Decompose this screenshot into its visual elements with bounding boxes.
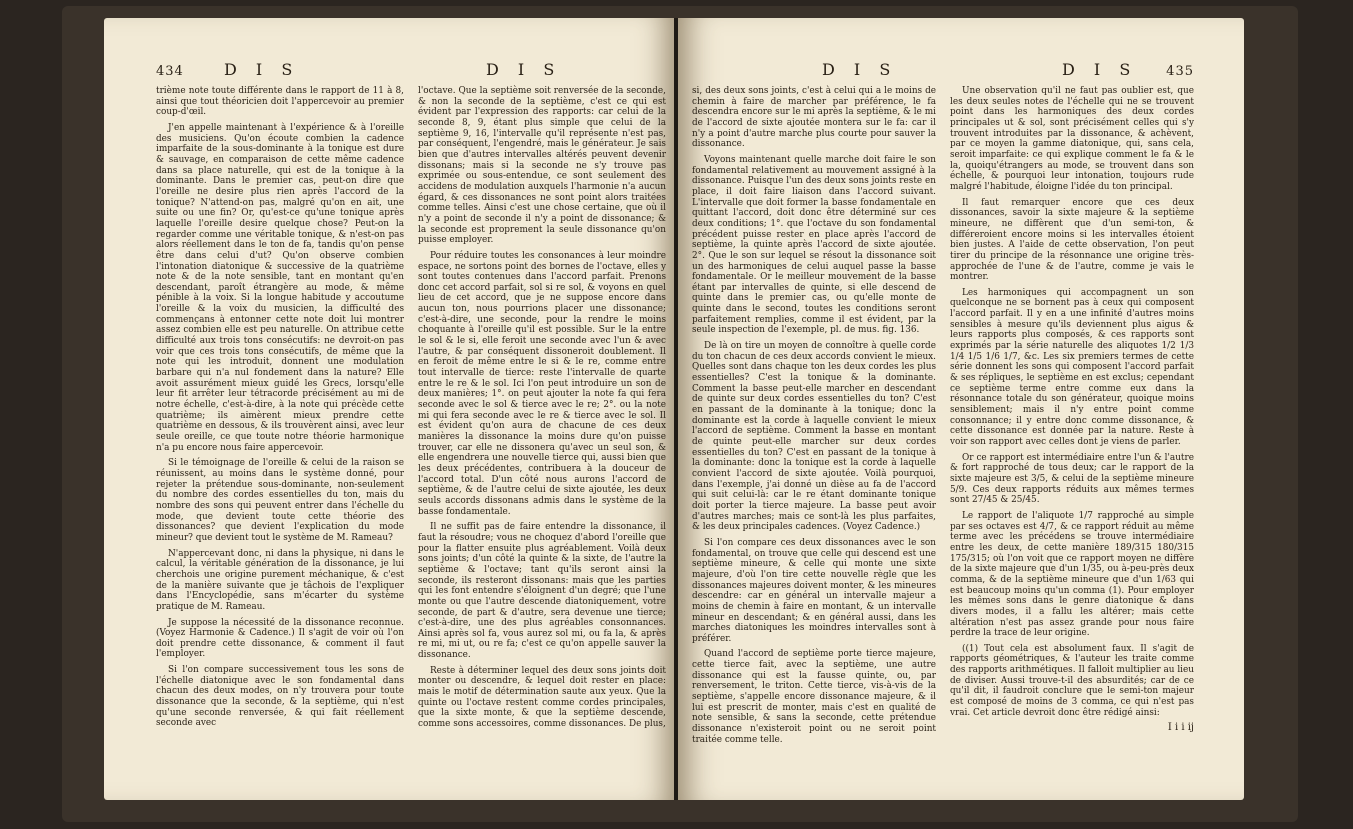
paragraph: trième note toute différente dans le rapport de 11 à 8, ainsi que tout théoricien doit l'appercevoir au premier coup-d'œil.	[156, 86, 404, 118]
paragraph: J'en appelle maintenant à l'expérience & à l'oreille des musiciens. Qu'on écoute combien la cadence imparfaite de la sous-dominante à la tonique est dure & sauvage, en comparaison de cette même cadence dans sa place naturelle, qui est de la tonique à la dominante. Dans le premier cas, peut-on dire que l'oreille ne desire plus rien après l'accord de la tonique? N'attend-on pas, malgré qu'on en ait, une suite ou une fin? Or, qu'est-ce qu'une tonique après laquelle l'oreille desire quelque chose? Peut-on la regarder comme une véritable tonique, & n'est-on pas alors réellement dans le ton de fa, tandis qu'on pense être dans celui d'ut? Qu'on observe combien l'intonation diatonique & successive de la quatrième note & de la note sensible, tant en montant qu'en descendant, paroît étrangère au mode, & même pénible à la voix. Si la longue habitude y accoutume l'oreille & la voix du musicien, la difficulté des commençans à entonner cette note doit lui montrer assez combien elle est peu naturelle. On attribue cette difficulté aux trois tons consécutifs: ne devroit-on pas voir que ces trois tons consécutifs, de même que la note qui les introduit, donnent une modulation barbare qui n'a nul fondement dans la nature? Elle avoit assurément mieux guidé les Grecs, lorsqu'elle leur fit arrêter leur tétracorde précisément au mi de notre échelle, c'est-à-dire, à la note qui précède cette quatrième; ils aimèrent mieux prendre cette quatrième en dessous, & ils trouvèrent ainsi, avec leur seule oreille, ce que toute notre théorie harmonique n'a pu encore nous faire appercevoir.	[156, 122, 404, 453]
running-head: D I S	[224, 60, 300, 79]
paragraph: De là on tire un moyen de connoître à quelle corde du ton chacun de ces deux accords convient le mieux. Quelles sont dans chaque ton les deux cordes les plus essentielles? C'est la tonique & la dominante. Comment la basse peut-elle marcher en descendant de quinte sur deux cordes essentielles du ton? C'est en passant de la dominante à la tonique; donc la dominante est la corde à laquelle convient le mieux l'accord de septième. Comment la basse en montant de quinte peut-elle marcher sur deux cordes essentielles du ton? C'est en passant de la tonique à la dominante: donc la tonique est la corde à laquelle convient l'accord de sixte ajoutée. Voilà pourquoi, dans l'exemple, j'ai donné un dièse au fa de l'accord qui suit celui-là: car le re étant dominante tonique doit porter la tierce majeure. La basse peut avoir d'autres marches; mais ce sont-là les plus parfaites, & les deux principales cadences. (Voyez Cadence.)	[692, 341, 936, 533]
paragraph: Il faut remarquer encore que ces deux dissonances, savoir la sixte majeure & la septième mineure, ne diffèrent que d'un semi-ton, & différeroient encore moins si les intervalles étoient bien justes. A l'aide de cette observation, l'on peut tirer du principe de la résonnance une origine très-approchée de l'une & de l'autre, comme je vais le montrer.	[950, 197, 1194, 283]
paragraph: l'octave. Que la septième soit renversée de la seconde, & non la seconde de la septième, c'est ce qui est évident par l'expression des rapports: car celui de la seconde 8, 9, étant plus simple que celui de la septième 9, 16, l'intervalle qu'il représente n'est pas, par conséquent, l'engendré, mais le générateur. Je sais bien que d'autres intervalles altérés peuvent devenir dissonans; mais si la seconde ne s'y trouve pas exprimée ou sous-entendue, ce sont seulement des accidens de modulation auxquels l'harmonie n'a aucun égard, & ces dissonances ne sont point alors traitées comme telles. Ainsi c'est une chose certaine, que où il n'y a point de seconde il n'y a point de dissonance; & la seconde est proprement la seule dissonance qu'on puisse employer.	[418, 86, 666, 246]
text-column	[418, 86, 666, 735]
paragraph: Une observation qu'il ne faut pas oublier est, que les deux seules notes de l'échelle qui ne se trouvent point dans les harmoniques des deux cordes principales ut & sol, sont précisément celles qui s'y trouvent introduites par la dissonance, & achèvent, par ce moyen la gamme diatonique, qui, sans cela, seroit imparfaite: ce qui explique comment le fa & le la, quoiqu'étrangers au mode, se trouvent dans son échelle, & pourquoi leur intonation, toujours rude malgré l'habitude, éloigne l'idée du ton principal.	[950, 86, 1194, 192]
paragraph: Pour réduire toutes les consonances à leur moindre espace, ne sortons point des bornes de l'octave, elles y sont toutes contenues dans l'accord parfait. Prenons donc cet accord parfait, sol si re sol, & voyons en quel lieu de cet accord, que je ne suppose encore dans aucun ton, nous pourrions placer une dissonance; c'est-à-dire, une seconde, pour la rendre le moins choquante à l'oreille qu'il est possible. Sur le la entre le sol & le si, elle feroit une seconde avec l'un & avec l'autre, & par conséquent dissoneroit doublement. Il en feroit de même entre le si & le re, comme entre tout intervalle de tierce: reste l'intervalle de quarte entre le re & le sol. Ici l'on peut introduire un son de deux manières; 1°. on peut ajouter la note fa qui fera seconde avec le sol & tierce avec le re; 2°. ou la note mi qui fera seconde avec le re & tierce avec le sol. Il est évident qu'on aura de chacune de ces deux manières la dissonance la moins dure qu'on puisse trouver, car elle ne dissonera qu'avec un seul son, & elle engendrera une nouvelle tierce qui, aussi bien que les deux précédentes, contribuera à la douceur de l'accord total. D'un côté nous aurons l'accord de septième, & de l'autre celui de sixte ajoutée, les deux seuls accords dissonans admis dans le système de la basse fondamentale.	[418, 250, 667, 517]
paragraph: Il ne suffit pas de faire entendre la dissonance, il faut la résoudre; vous ne choquez d'abord l'oreille que pour la flatter ensuite plus agréablement. Voilà deux sons joints; d'un côté la quinte & la sixte, de l'autre la septième & l'octave; tant qu'ils seront ainsi la seconde, ils resteront dissonans: mais que les parties qui les font entendre s'éloignent d'un degré; que l'une monte ou que l'autre descende diatoniquement, votre seconde, de part & d'autre, sera devenue une tierce; c'est-à-dire, une des plus agréables consonnances. Ainsi après sol fa, vous aurez sol mi, ou fa la, & après re mi, mi ut, ou re fa; c'est ce qu'on appelle sauver la dissonance.	[418, 522, 666, 661]
left-page	[104, 18, 676, 800]
paragraph: Si le témoignage de l'oreille & celui de la raison se réunissent, au moins dans le système donné, pour rejeter la prétendue sous-dominante, non-seulement du nombre des cordes essentielles du ton, mais du nombre des sons qui peuvent entrer dans l'échelle du mode, que devient toute cette théorie des dissonances? que devient l'explication du mode mineur? que devient tout le système de M. Rameau?	[156, 458, 404, 543]
running-head: D I S	[1062, 60, 1138, 79]
page-number: 435	[1166, 64, 1194, 79]
paragraph: Le rapport de l'aliquote 1/7 rapproché au simple par ses octaves est 4/7, & ce rapport réduit au même terme avec les précédens se trouve intermédiaire entre les deux, de cette manière 189/315 180/315 175/315; où l'on voit que ce rapport moyen ne diffère de la sixte majeure que d'un 1/35, ou à-peu-près deux comma, & de la septième mineure que d'un 1/63 qui est beaucoup moins qu'un comma (1). Pour employer les mêmes sons dans le genre diatonique & dans divers modes, il a fallu les altérer; mais cette altération n'est pas assez grande pour nous faire perdre la trace de leur origine.	[950, 510, 1194, 639]
running-head: D I S	[822, 60, 898, 79]
paragraph: Quand l'accord de septième porte tierce majeure, cette tierce fait, avec la septième, une autre dissonance qui est la fausse quinte, ou, par renversement, le triton. Cette tierce, vis-à-vis de la septième, s'appelle encore dissonance majeure, & il lui est prescrit de monter, mais c'est en qualité de note sensible, & sans la seconde, cette prétendue dissonance n'existeroit point ou ne seroit point traitée comme telle.	[692, 649, 936, 745]
paragraph: Si l'on compare ces deux dissonances avec le son fondamental, on trouve que celle qui descend est une septième mineure, & celle qui monte une sixte majeure, d'où l'on tire cette nouvelle règle que les dissonances majeures doivent monter, & les mineures descendre: car en général un intervalle majeur a moins de chemin à faire en montant, & un intervalle mineur en descendant; & en général aussi, dans les marches diatoniques les moindres intervalles sont à préférer.	[692, 537, 936, 644]
paragraph: Reste à déterminer lequel des deux sons joints doit monter ou descendre, & lequel doit rester en place: mais le motif de détermination saute aux yeux. Que la quinte ou l'octave restent comme cordes principales, que la sixte monte, & que la septième descende, comme sons accessoires, comme dissonances. De plus,	[418, 665, 666, 730]
text-column	[692, 86, 936, 750]
right-page-header	[692, 56, 1194, 86]
page-number: 434	[156, 64, 184, 79]
running-head: D I S	[486, 60, 562, 79]
left-page-header	[156, 56, 666, 86]
paragraph: N'appercevant donc, ni dans la physique, ni dans le calcul, la véritable génération de la dissonance, je lui cherchois une origine purement méchanique, & c'est de la manière suivante que je tâchois de l'expliquer dans l'Encyclopédie, sans m'écarter du système pratique de M. Rameau.	[156, 548, 404, 612]
paragraph: si, des deux sons joints, c'est à celui qui a le moins de chemin à faire de marcher par préférence, le fa descendra encore sur le mi après la septième, & le mi de l'accord de sixte ajoutée montera sur le fa: car il n'y a point d'autre marche plus courte pour sauver la dissonance.	[692, 86, 936, 150]
paragraph: Si l'on compare successivement tous les sons de l'échelle diatonique avec le son fondamental dans chacun des deux modes, on n'y trouvera pour toute dissonance que la seconde, & la septième, qui n'est qu'une seconde renversée, & qui fait réellement seconde avec	[156, 665, 404, 729]
right-page	[678, 18, 1244, 800]
signature-mark: I i i ij	[1167, 722, 1194, 734]
paragraph: Or ce rapport est intermédiaire entre l'un & l'autre & fort rapproché de tous deux; car le rapport de la sixte majeure est 3/5, & celui de la septième mineure 5/9. Ces deux rapports réduits aux mêmes termes sont 27/45 & 25/45.	[950, 452, 1194, 506]
text-column	[156, 86, 404, 735]
paragraph: Les harmoniques qui accompagnent un son quelconque ne se bornent pas à ceux qui composent l'accord parfait. Il y en a une infinité d'autres moins sensibles à mesure qu'ils deviennent plus aigus & leurs rapports plus composés, & ces rapports sont exprimés par la série naturelle des aliquotes 1/2 1/3 1/4 1/5 1/6 1/7, &c. Les six premiers termes de cette série donnent les sons qui composent l'accord parfait & ses répliques, le septième en est exclus; cependant ce septième terme entre comme eux dans la résonnance totale du son générateur, quoique moins sensiblement; mais il n'y entre point comme consonnance; il y entre donc comme dissonance, & cette dissonance est donnée par la nature. Reste à voir son rapport avec celles dont je viens de parler.	[950, 287, 1194, 447]
paragraph: Je suppose la nécessité de la dissonance reconnue. (Voyez Harmonie & Cadence.) Il s'agit de voir où l'on doit prendre cette dissonance, & comment il faut l'employer.	[156, 617, 404, 660]
paragraph: Voyons maintenant quelle marche doit faire le son fondamental relativement au mouvement assigné à la dissonance. Puisque l'un des deux sons joints reste en place, il doit faire liaison dans l'accord suivant. L'intervalle que doit former la basse fondamentale en quittant l'accord, doit donc être déterminé sur ces deux conditions; 1°. que l'octave du son fondamental précédent puisse rester en place après l'accord de septième, la quinte après l'accord de sixte ajoutée. 2°. Que le son sur lequel se résout la dissonance soit un des harmoniques de celui auquel passe la basse fondamentale. Or le meilleur mouvement de la basse étant par intervalles de quinte, si elle descend de quinte dans le premier cas, ou qu'elle monte de quinte dans le second, toutes les conditions seront parfaitement remplies, comme il est évident, par la seule inspection de l'exemple, pl. de mus. fig. 136.	[692, 154, 936, 336]
text-column	[950, 86, 1194, 750]
footnote: ((1) Tout cela est absolument faux. Il s'agit de rapports géométriques, & l'auteur les traite comme des rapports arithmétiques. Il falloit multiplier au lieu de diviser. Aussi trouve-t-il des absurdités; car de ce qu'il dit, il faudroit conclure que le semi-ton majeur est composé de moins de 3 comma, ce qui n'est pas vrai. Cet article devroit donc être rédigé ainsi:	[950, 643, 1194, 718]
